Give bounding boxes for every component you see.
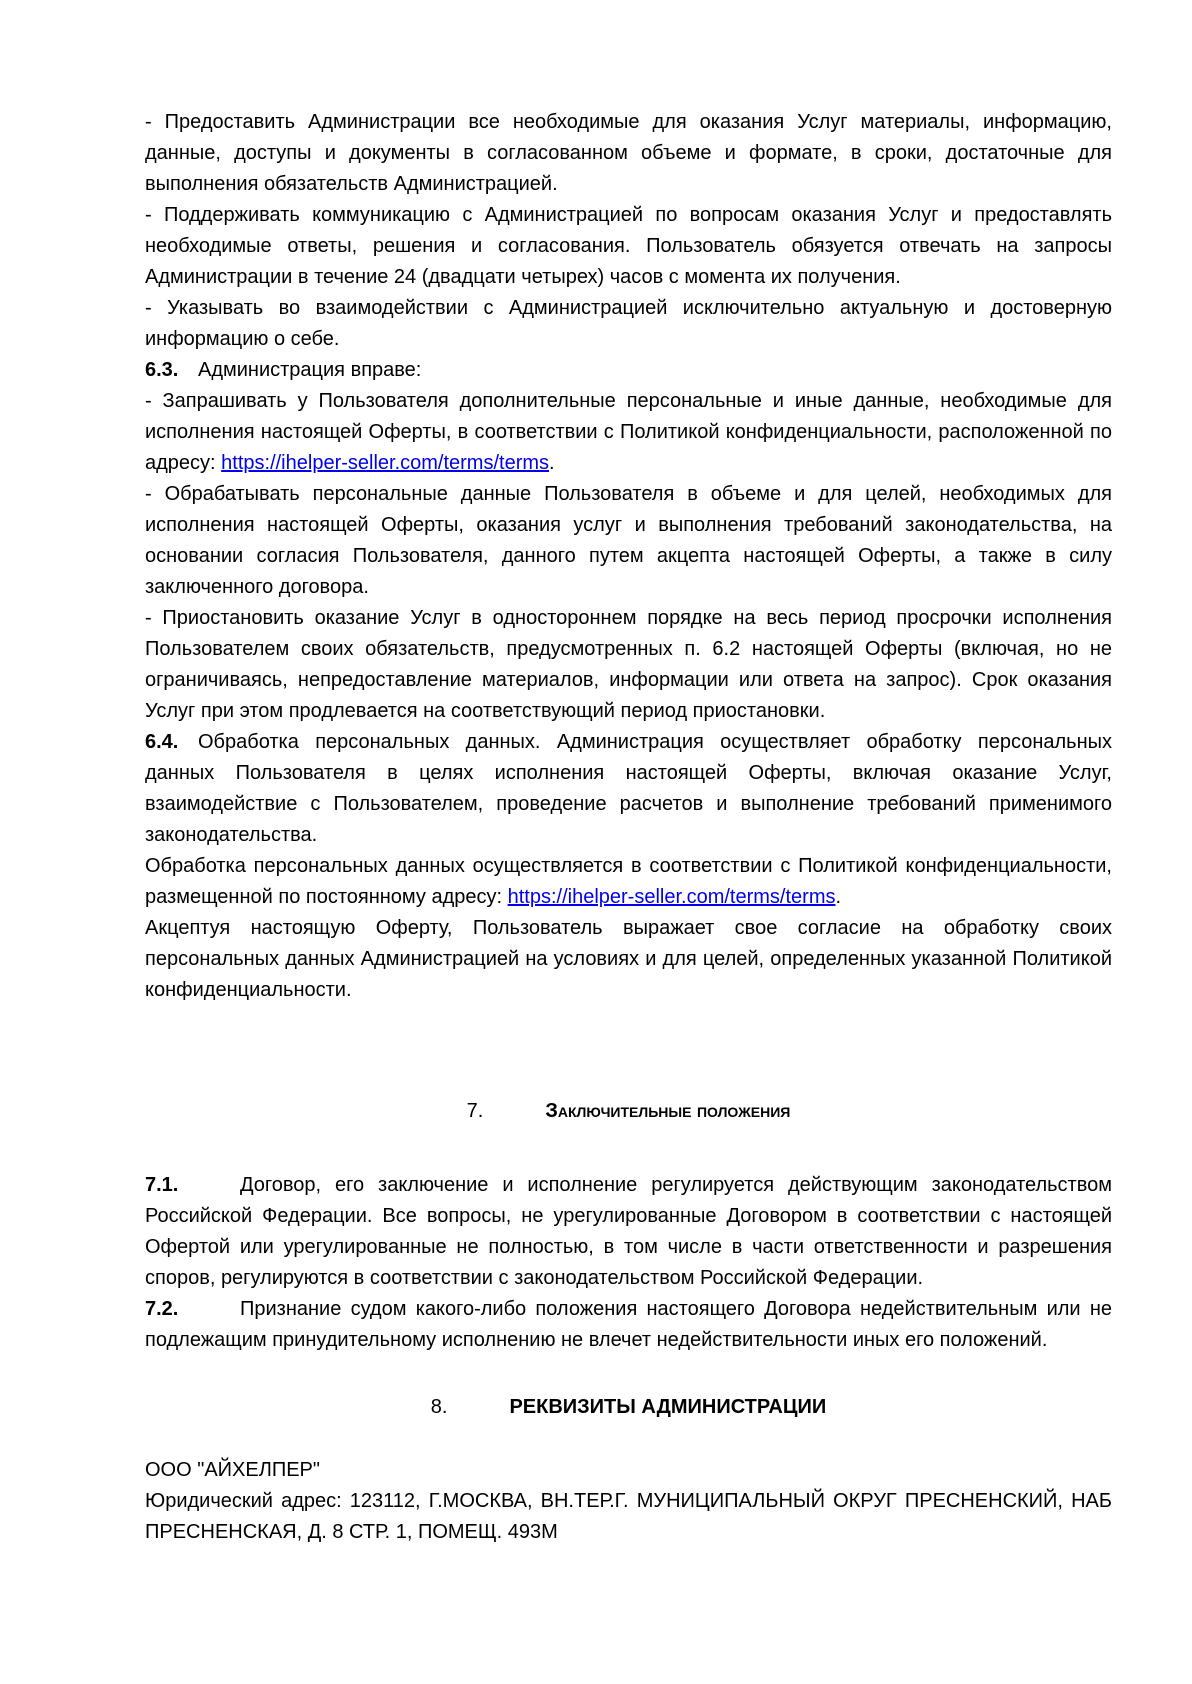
terms-link-1[interactable]: https://ihelper-seller.com/terms/terms (221, 452, 550, 474)
legal-address: Юридический адрес: 123112, Г.МОСКВА, ВН.ТЕР.Г. МУНИЦИПАЛЬНЫЙ ОКРУГ ПРЕСНЕНСКИЙ, НАБ ПРЕСНЕНСКАЯ, Д. 8 СТР. 1, ПОМЕЩ. 493М (145, 1490, 1112, 1543)
section-7-heading (145, 1096, 1112, 1127)
right-request-data-period: . (549, 452, 555, 474)
clause-7-2 (145, 1294, 1112, 1356)
section-8-heading (145, 1392, 1112, 1423)
acceptance-paragraph: Акцептуя настоящую Оферту, Пользователь выражает свое согласие на обработку своих персональных данных Администрацией на условиях и для целей, определенных указанной Политикой конфиденциальности. (145, 917, 1112, 1001)
clause-6-3 (145, 355, 1112, 386)
clause-7-2-number: 7.2. (145, 1298, 179, 1320)
section-8-number: 8. (430, 1396, 448, 1418)
obligation-provide-materials: - Предоставить Администрации все необходимые для оказания Услуг материалы, информацию, данные, доступы и документы в согласованном объеме и формате, в сроки, достаточные для выполнения обязательств Администрацией. (145, 111, 1112, 195)
processing-policy-text: Обработка персональных данных осуществляется в соответствии с Политикой конфиденциальности, размещенной по постоянному адресу: (145, 855, 1112, 908)
clause-6-4-text: Обработка персональных данных. Администрация осуществляет обработку персональных данных Пользователя в целях исполнения настоящей Оферты, включая оказание Услуг, взаимодействие с Пользователем, проведение расчетов и выполнение требований применимого законодательства. (145, 731, 1112, 846)
section-8-title: РЕКВИЗИТЫ АДМИНИСТРАЦИИ (509, 1396, 827, 1418)
terms-link-2[interactable]: https://ihelper-seller.com/terms/terms (507, 886, 836, 908)
right-suspend-services: - Приостановить оказание Услуг в одностороннем порядке на весь период просрочки исполнения Пользователем своих обязательств, предусмотренных п. 6.2 настоящей Оферты (включая, но не ограничиваясь, непредоставление материалов, информации или ответа на запрос). Срок оказания Услуг при этом продлевается на соответствующий период приостановки. (145, 607, 1112, 722)
section-7-title: Заключительные положения (545, 1100, 791, 1122)
obligation-accurate-info: - Указывать во взаимодействии с Администрацией исключительно актуальную и достоверную информацию о себе. (145, 297, 1112, 350)
requisites-block (145, 1455, 1112, 1548)
processing-policy-paragraph (145, 851, 1112, 913)
clause-7-1 (145, 1170, 1112, 1294)
right-request-data-text: - Запрашивать у Пользователя дополнительные персональные и иные данные, необходимые для исполнения настоящей Оферты, в соответствии с Политикой конфиденциальности, расположенной по адресу: (145, 390, 1112, 474)
obligation-communication: - Поддерживать коммуникацию с Администрацией по вопросам оказания Услуг и предоставлять необходимые ответы, решения и согласования. Пользователь обязуется отвечать на запросы Администрации в течение 24 (двадцати четырех) часов с момента их получения. (145, 204, 1112, 288)
clause-6-3-text: Администрация вправе: (198, 359, 422, 381)
right-process-data: - Обрабатывать персональные данные Пользователя в объеме и для целей, необходимых для исполнения настоящей Оферты, оказания услуг и выполнения требований законодательства, на основании согласия Пользователя, данного путем акцепта настоящей Оферты, а также в силу заключенного договора. (145, 483, 1112, 598)
section-7-number: 7. (466, 1100, 484, 1122)
clause-6-3-number: 6.3. (145, 359, 179, 381)
clause-7-1-number: 7.1. (145, 1174, 179, 1196)
right-request-data (145, 386, 1112, 479)
processing-policy-period: . (835, 886, 842, 908)
company-name: ООО "АЙХЕЛПЕР" (145, 1459, 320, 1481)
clause-6-4 (145, 727, 1112, 851)
clause-6-4-number: 6.4. (145, 731, 179, 753)
clause-7-2-text: Признание судом какого-либо положения настоящего Договора недействительным или не подлежащим принудительному исполнению не влечет недействительности иных его положений. (145, 1298, 1112, 1351)
clause-7-1-text: Договор, его заключение и исполнение регулируется действующим законодательством Российской Федерации. Все вопросы, не урегулированные Договором в соответствии с настоящей Офертой или урегулированные не полностью, в том числе в части ответственности и разрешения споров, регулируются в соответствии с законодательством Российской Федерации. (145, 1174, 1112, 1289)
